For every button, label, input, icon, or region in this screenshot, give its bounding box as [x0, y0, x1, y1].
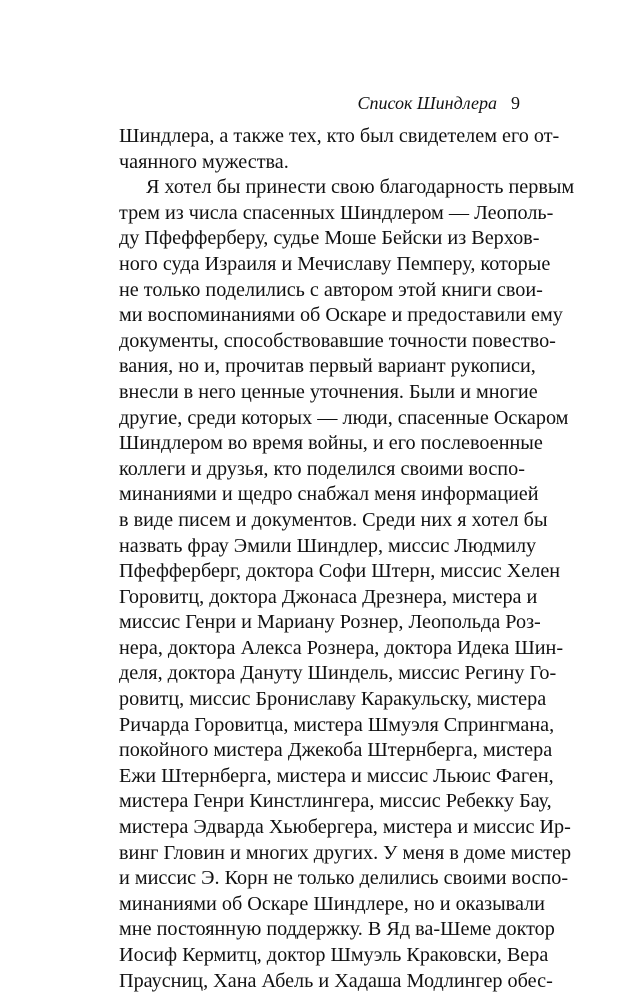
text-line: мистера Эдварда Хьюбергера, мистера и миссис Ир- [119, 816, 571, 839]
text-line: Я хотел бы принести свою благодарность первым [146, 176, 575, 199]
text-line: не только поделились с автором этой книги свои- [119, 278, 543, 301]
text-line: деля, доктора Дануту Шиндель, миссис Регину Го- [119, 662, 557, 685]
text-line: в виде писем и документов. Среди них я хотел бы [119, 508, 548, 531]
text-line: ровитц, миссис Брониславу Каракульску, мистера [119, 688, 547, 711]
text-line: и миссис Э. Корн не только делились своими воспо- [119, 867, 569, 890]
text-line: трем из числа спасенных Шиндлером — Леополь- [119, 201, 554, 224]
text-line: Иосиф Кермитц, доктор Шмуэль Краковски, Вера [119, 944, 549, 966]
text-line: Ричарда Горовитца, мистера Шмуэля Спрингмана, [119, 713, 555, 736]
text-line: Горовитц, доктора Джонаса Дрезнера, мистера и [119, 585, 538, 608]
text-line: документы, способствовавшие точности повество- [119, 329, 556, 352]
text-line: коллеги и друзья, кто поделился своими воспо- [119, 457, 525, 480]
text-line: Ежи Штернберга, мистера и миссис Льюис Фаген, [119, 764, 554, 787]
text-line: минаниями об Оскаре Шиндлере, но и оказывали [119, 892, 545, 915]
text-line: вания, но и, прочитав первый вариант рукописи, [119, 355, 536, 378]
text-line: мне постоянную поддержку. В Яд ва-Шеме доктор [119, 918, 555, 941]
text-line: мистера Генри Кинстлингера, миссис Ребекку Бау, [119, 790, 552, 813]
text-line: назвать фрау Эмили Шиндлер, миссис Людмилу [119, 534, 537, 557]
text-line: другие, среди которых — люди, спасенные Оскаром [119, 406, 569, 429]
text-line: минаниями и щедро снабжал меня информацией [119, 483, 539, 506]
text-line: ду Пфефферберу, судье Моше Бейски из Верхов- [119, 227, 540, 250]
running-head-title: Список Шиндлера [357, 93, 497, 113]
text-line: нера, доктора Алекса Рознера, доктора Идека Шин- [119, 636, 564, 659]
running-head [357, 92, 520, 114]
text-line: ного суда Израиля и Мечиславу Пемперу, которые [119, 252, 551, 275]
text-line: Пфефферберг, доктора Софи Штерн, миссис Хелен [119, 560, 561, 583]
text-line: внесли в него ценные уточнения. Были и многие [119, 380, 538, 403]
page-number: 9 [511, 93, 520, 113]
text-line: чаянного мужества. [119, 150, 289, 173]
text-line: винг Гловин и многих других. У меня в доме мистер [119, 841, 572, 864]
text-line: ми воспоминаниями об Оскаре и предоставили ему [119, 304, 563, 327]
body-text [119, 124, 575, 994]
text-line: Шиндлера, а также тех, кто был свидетелем его от- [119, 125, 560, 147]
text-line: покойного мистера Джекоба Штернберга, мистера [119, 739, 553, 762]
text-line: миссис Генри и Мариану Рознер, Леопольда Роз- [119, 611, 541, 634]
text-line: Шиндлером во время войны, и его послевоенные [119, 432, 543, 455]
text-line: Праусниц, Хана Абель и Хадаша Модлингер обес- [119, 969, 553, 992]
